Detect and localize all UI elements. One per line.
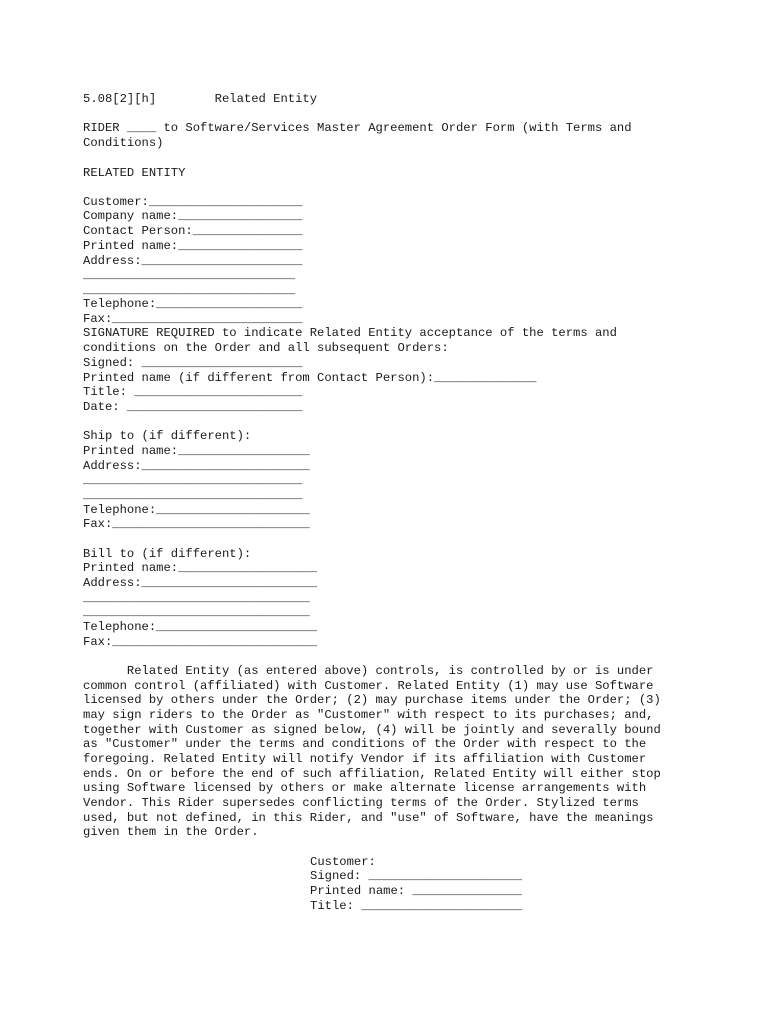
bill-to-telephone-field: Telephone:______________________ (83, 620, 318, 634)
address-field: Address:______________________ (83, 254, 303, 268)
bill-to-address-field: Address:________________________ (83, 576, 318, 590)
body-paragraph-line: given them in the Order. (83, 825, 259, 839)
ship-to-address-line-3: ______________________________ (83, 488, 303, 502)
rider-line-1: RIDER ____ to Software/Services Master Agreement Order Form (with Terms and (83, 121, 632, 135)
body-paragraph-line: using Software licensed by others or make alternate license arrangements with (83, 781, 647, 795)
company-name-field: Company name:_________________ (83, 209, 303, 223)
section-number: 5.08[2][h] (83, 92, 157, 106)
address-line-2: _____________________________ (83, 268, 296, 282)
ship-to-heading: Ship to (if different): (83, 429, 252, 443)
customer-printed-name-field: Printed name: _______________ (310, 884, 523, 898)
contact-person-field: Contact Person:_______________ (83, 224, 303, 238)
signed-field: Signed: ______________________ (83, 356, 303, 370)
signature-required-line-2: conditions on the Order and all subsequent Orders: (83, 341, 449, 355)
address-line-3: _____________________________ (83, 283, 296, 297)
ship-to-printed-name-field: Printed name:__________________ (83, 444, 310, 458)
ship-to-telephone-field: Telephone:_____________________ (83, 503, 310, 517)
rider-line-2: Conditions) (83, 136, 164, 150)
customer-signed-field: Signed: _____________________ (310, 869, 523, 883)
customer-signature-label: Customer: (310, 855, 376, 869)
bill-to-address-line-3: _______________________________ (83, 605, 310, 619)
date-field: Date: ________________________ (83, 400, 303, 414)
body-paragraph-line: licensed by others under the Order; (2) may purchase items under the Order; (3) (83, 693, 661, 707)
title-field: Title: _______________________ (83, 385, 303, 399)
related-entity-heading: RELATED ENTITY (83, 166, 186, 180)
customer-field: Customer:_____________________ (83, 195, 303, 209)
printed-name-if-different-field: Printed name (if different from Contact Person):______________ (83, 371, 537, 385)
body-paragraph-line: foregoing. Related Entity will notify Vendor if its affiliation with Customer (83, 752, 647, 766)
section-header (83, 92, 317, 107)
section-title: Related Entity (214, 92, 318, 106)
customer-title-field: Title: ______________________ (310, 899, 523, 913)
bill-to-printed-name-field: Printed name:___________________ (83, 561, 318, 575)
body-paragraph-line: together with Customer as signed below, (4) will be jointly and severally bound (83, 723, 661, 737)
bill-to-heading: Bill to (if different): (83, 547, 252, 561)
body-paragraph-line: Related Entity (as entered above) controls, is controlled by or is under (83, 664, 654, 678)
body-paragraph-line: used, but not defined, in this Rider, and "use" of Software, have the meanings (83, 811, 654, 825)
body-paragraph-line: Vendor. This Rider supersedes conflicting terms of the Order. Stylized terms (83, 796, 639, 810)
bill-to-fax-field: Fax:____________________________ (83, 635, 318, 649)
body-paragraph-line: common control (affiliated) with Customer. Related Entity (1) may use Software (83, 679, 654, 693)
body-paragraph-line: ends. On or before the end of such affiliation, Related Entity will either stop (83, 767, 661, 781)
printed-name-field: Printed name:_________________ (83, 239, 303, 253)
body-paragraph-line: may sign riders to the Order as "Customer" with respect to its purchases; and, (83, 708, 654, 722)
signature-required-line-1: SIGNATURE REQUIRED to indicate Related Entity acceptance of the terms and (83, 326, 617, 340)
telephone-field: Telephone:____________________ (83, 297, 303, 311)
fax-field: Fax:__________________________ (83, 312, 303, 326)
ship-to-address-field: Address:_______________________ (83, 459, 310, 473)
body-paragraph-line: as "Customer" under the terms and conditions of the Order with respect to the (83, 737, 647, 751)
ship-to-fax-field: Fax:___________________________ (83, 517, 310, 531)
bill-to-address-line-2: _______________________________ (83, 591, 310, 605)
ship-to-address-line-2: ______________________________ (83, 473, 303, 487)
